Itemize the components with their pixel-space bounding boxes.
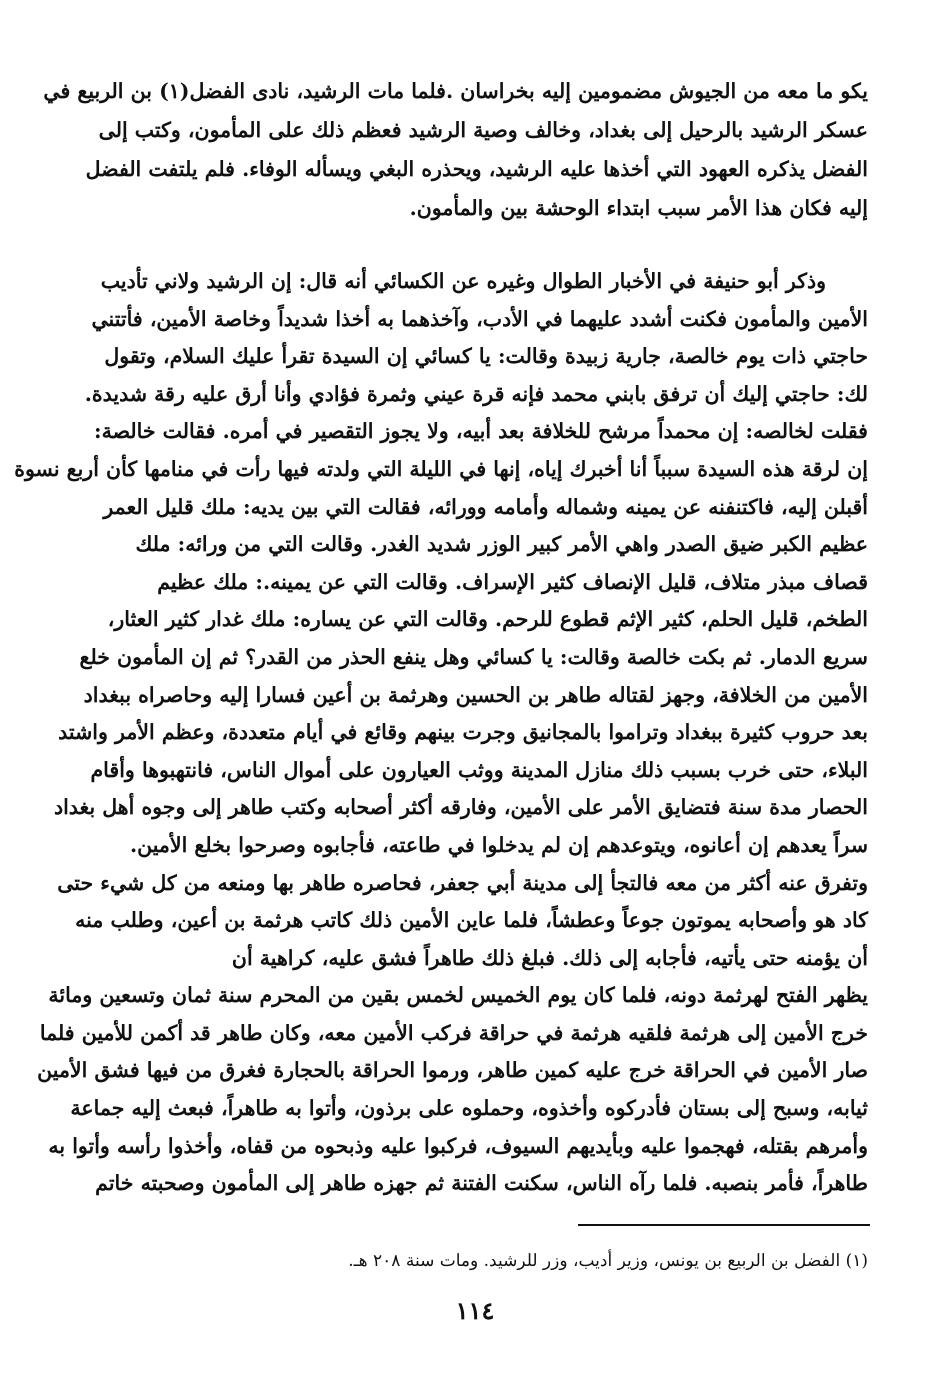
text-line: الفضل يذكره العهود التي أخذها عليه الرشيد، ويحذره البغي ويسأله الوفاء. فلم يلتفت الفضل [85,157,868,181]
paragraph-2 [14,263,868,1203]
text-line: إن لرقة هذه السيدة سبباً أنا أخبرك إياه، إنها في الليلة التي ولدته فيها رأت في منامها كأن أربع نسوة [14,456,868,481]
text-line: عظيم الكبر ضيق الصدر واهي الأمر كبير الوزر شديد الغدر. وقالت التي من ورائه: ملك [135,532,868,557]
text-line: الأمين والمأمون فكنت أشدد عليهما في الأدب، وآخذهما به أخذا شديداً وخاصة الأمين، فأتتني [91,306,868,331]
text-line: كاد هو وأصحابه يموتون جوعاً وعطشاً، فلما عاين الأمين ذلك كاتب هرثمة بن أعين، وطلب منه [75,908,868,933]
text-line-content: وذكر أبو حنيفة في الأخبار الطوال وغيره عن الكسائي أنه قال: إن الرشيد ولاني تأديب [100,269,826,293]
text-line: يكو ما معه من الجيوش مضمومين إليه بخراسان .فلما مات الرشيد، نادى الفضل(١) بن الربيع في [43,79,868,103]
text-line: فقلت لخالصه: إن محمداً مرشح للخلافة بعد أبيه، ولا يجوز التقصير في أمره. فقالت خالصة: [94,419,868,444]
text-line: وأمرهم بقتله، فهجموا عليه وبأيديهم السيوف، فركبوا عليه وذبحوه من قفاه، وأخذوا رأسه وأتوا به [48,1133,868,1158]
text-line: قصاف مبذر متلاف، قليل الإنصاف كثير الإسراف. وقالت التي عن يمينه.: ملك عظيم [157,569,868,594]
footnote: (١) الفضل بن الربيع بن يونس، وزير أديب، وزر للرشيد. ومات سنة ٢٠٨ هـ. [348,1251,868,1271]
footnote-divider [578,1224,870,1226]
text-line: طاهراً، فأمر بنصبه. فلما رآه الناس، سكنت الفتنة ثم جهزه طاهر إلى المأمون وصحبته خاتم [95,1171,868,1196]
text-line: سريع الدمار. ثم بكت خالصة وقالت: يا كسائي وهل ينفع الحذر من القدر؟ ثم إن المأمون خلع [79,644,868,669]
page-number: ١١٤ [455,1296,495,1325]
text-line: خرج الأمين إلى هرثمة فلقيه هرثمة في حراقة فركب الأمين معه، وكان طاهر قد أكمن للأمين فلما [39,1020,868,1045]
text-line: عسكر الرشيد بالرحيل إلى بغداد، وخالف وصية الرشيد فعظم ذلك على المأمون، وكتب إلى [98,118,868,142]
text-line: الأمين من الخلافة، وجهز لقتاله طاهر بن الحسين وهرثمة بن أعين فسارا إليه وحاصراه ببغداد [83,682,868,707]
text-line: صار الأمين في الحراقة خرج عليه كمين طاهر، ورموا الحراقة بالحجارة فغرق من فيها فشق الأمين [37,1058,868,1083]
text-line: بعد حروب كثيرة ببغداد وتراموا بالمجانيق وجرت بينهم وقائع في أيام متعددة، وعظم الأمر واشتد [58,720,868,745]
text-line: إليه فكان هذا الأمر سبب ابتداء الوحشة بين والمأمون. [409,196,868,220]
text-line: حاجتي ذات يوم خالصة، جارية زبيدة وقالت: يا كسائي إن السيدة تقرأ عليك السلام، وتقول [104,344,868,369]
text-line: لك: حاجتي إليك أن ترفق بابني محمد فإنه قرة عيني وثمرة فؤادي وأنا أرق عليه رقة شديدة. [84,381,868,406]
text-line: ثيابه، وسبح إلى بستان فأدركوه وأخذوه، وحملوه على برذون، وأتوا به طاهراً، فبعث إليه جماعة [70,1096,868,1121]
text-line: يظهر الفتح لهرثمة دونه، فلما كان يوم الخميس لخمس بقين من المحرم سنة ثمان وتسعين ومائة [48,983,868,1008]
text-line: البلاء، حتى خرب بسبب ذلك منازل المدينة ووثب العيارون على أموال الناس، فانتهبوها وأقام [90,757,868,782]
text-line: وتفرق عنه أكثر من معه فالتجأ إلى مدينة أبي جعفر، فحاصره طاهر بها ومنعه من كل شيء حتى [57,870,868,895]
text-line: الطخم، قليل الحلم، كثير الإثم قطوع للرحم. وقالت التي عن يساره: ملك غدار كثير العثار، [107,607,868,632]
text-line: الحصار مدة سنة فتضايق الأمر على الأمين، وفارقه أكثر أصحابه وكتب طاهر إلى وجوه أهل بغداد [53,795,868,820]
text-line: أقبلن إليه، فاكتنفنه عن يمينه وشماله وأمامه وورائه، فقالت التي بين يديه: ملك قليل العمر [103,494,868,519]
paragraph-1 [43,72,868,228]
text-line: أن يؤمنه حتى يأتيه، فأجابه إلى ذلك. فبلغ ذلك طاهراً فشق عليه، كراهية أن [231,945,868,970]
text-line: سراً يعدهم إن أعانوه، ويتوعدهم إن لم يدخلوا في طاعته، فأجابوه وصرحوا بخلع الأمين. [129,832,868,857]
text-line-first [92,263,868,301]
